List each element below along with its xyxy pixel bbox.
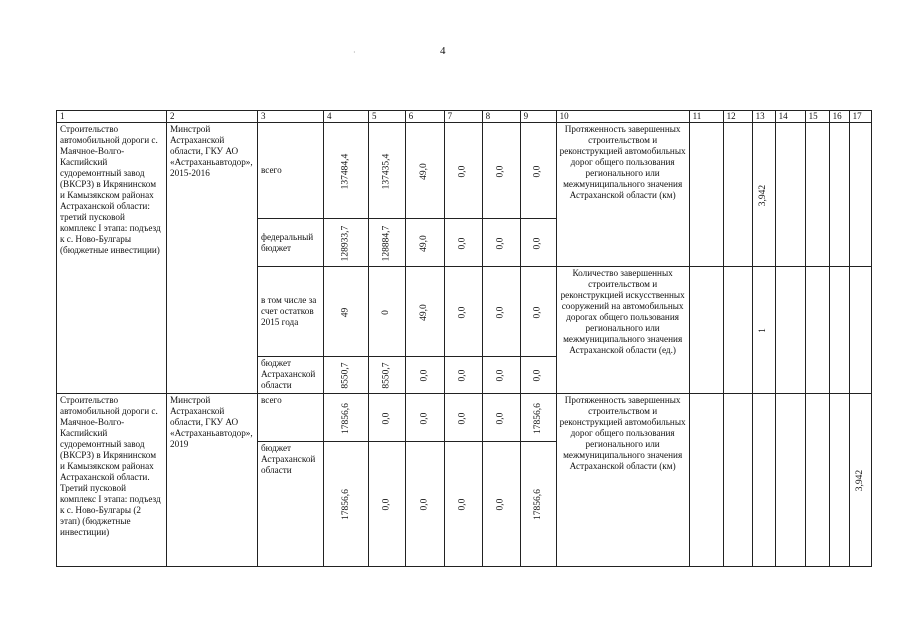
value-cell: 137484,4 <box>324 123 369 219</box>
value-cell: 0,0 <box>444 219 482 267</box>
col-header: 5 <box>369 111 406 123</box>
col-header: 16 <box>829 111 849 123</box>
value-cell: 0,0 <box>405 357 444 394</box>
value-cell: 0,0 <box>520 267 556 357</box>
empty-cell <box>723 123 752 267</box>
empty-cell <box>775 267 805 394</box>
col-header: 17 <box>849 111 871 123</box>
empty-cell <box>689 267 723 394</box>
value-cell: 0,0 <box>520 357 556 394</box>
empty-cell <box>689 394 723 567</box>
col-header: 15 <box>805 111 829 123</box>
object-name: Строительство автомобильной дороги с. Маячное-Волго-Каспийский судоремонтный завод (ВКСРЗ) в Икрянинском и Камызякском районах Астраханской области. Третий пусковой комплекс I этапа: подъезд к с. Ново-Булгары (2 этап) (бюджетные инвестиции) <box>57 394 167 567</box>
indicator-text: Количество завершенных строительством и реконструкцией искусственных сооружений на автомобильных дорогах общего пользования регионального или межмуниципального значения Астраханской области (ед.) <box>556 267 689 394</box>
value-cell: 0,0 <box>369 394 406 442</box>
indicator-value: 1 <box>752 267 775 394</box>
value-cell: 0,0 <box>482 219 520 267</box>
value-cell: 0,0 <box>482 357 520 394</box>
empty-cell <box>849 123 871 267</box>
empty-cell <box>805 267 829 394</box>
value-cell: 0,0 <box>444 394 482 442</box>
value-cell: 0,0 <box>482 442 520 567</box>
funding-source: в том числе за счет остатков 2015 года <box>258 267 324 357</box>
value-cell: 17856,6 <box>520 442 556 567</box>
value-cell: 0,0 <box>444 267 482 357</box>
funding-source: федеральный бюджет <box>258 219 324 267</box>
program-table <box>56 110 872 567</box>
value-cell: 0,0 <box>520 123 556 219</box>
empty-cell <box>849 267 871 394</box>
value-cell: 17856,6 <box>520 394 556 442</box>
col-header: 9 <box>520 111 556 123</box>
value-cell: 0,0 <box>444 442 482 567</box>
value-cell: 17856,6 <box>324 442 369 567</box>
empty-cell <box>752 394 775 567</box>
program-table-wrapper <box>56 110 872 567</box>
value-cell: 0,0 <box>369 442 406 567</box>
empty-cell <box>829 394 849 567</box>
value-cell: 0,0 <box>405 442 444 567</box>
funding-source: всего <box>258 123 324 219</box>
empty-cell <box>775 123 805 267</box>
funding-source: бюджет Астраханской области <box>258 442 324 567</box>
empty-cell <box>805 123 829 267</box>
scan-speck: · <box>353 48 356 57</box>
empty-cell <box>775 394 805 567</box>
col-header: 3 <box>258 111 324 123</box>
empty-cell <box>689 123 723 267</box>
table-row <box>57 123 872 219</box>
col-header: 2 <box>167 111 258 123</box>
value-cell: 0,0 <box>444 123 482 219</box>
value-cell: 8550,7 <box>324 357 369 394</box>
col-header: 8 <box>482 111 520 123</box>
col-header: 10 <box>556 111 689 123</box>
value-cell: 0,0 <box>482 267 520 357</box>
customer-and-period: Минстрой Астраханской области, ГКУ АО «Астраханьавтодор», 2015-2016 <box>167 123 258 394</box>
empty-cell <box>723 394 752 567</box>
value-cell: 0,0 <box>482 394 520 442</box>
funding-source: всего <box>258 394 324 442</box>
value-cell: 128884,7 <box>369 219 406 267</box>
empty-cell <box>723 267 752 394</box>
indicator-text: Протяженность завершенных строительством и реконструкцией автомобильных дорог общего пользования регионального или межмуниципального значения Астраханской области (км) <box>556 123 689 267</box>
col-header: 1 <box>57 111 167 123</box>
funding-source: бюджет Астраханской области <box>258 357 324 394</box>
value-cell: 137435,4 <box>369 123 406 219</box>
empty-cell <box>805 394 829 567</box>
page-number: 4 <box>440 45 446 57</box>
col-header: 14 <box>775 111 805 123</box>
value-cell: 17856,6 <box>324 394 369 442</box>
value-cell: 0 <box>369 267 406 357</box>
value-cell: 49,0 <box>405 123 444 219</box>
col-header: 4 <box>324 111 369 123</box>
value-cell: 0,0 <box>405 394 444 442</box>
table-row <box>57 394 872 442</box>
value-cell: 0,0 <box>482 123 520 219</box>
empty-cell <box>829 123 849 267</box>
value-cell: 0,0 <box>520 219 556 267</box>
indicator-text: Протяженность завершенных строительством и реконструкцией автомобильных дорог общего пользования регионального или межмуниципального значения Астраханской области (км) <box>556 394 689 567</box>
col-header: 6 <box>405 111 444 123</box>
col-header: 13 <box>752 111 775 123</box>
value-cell: 8550,7 <box>369 357 406 394</box>
value-cell: 0,0 <box>444 357 482 394</box>
indicator-value: 3,942 <box>752 123 775 267</box>
customer-and-period: Минстрой Астраханской области, ГКУ АО «Астраханьавтодор», 2019 <box>167 394 258 567</box>
value-cell: 49,0 <box>405 267 444 357</box>
value-cell: 128933,7 <box>324 219 369 267</box>
col-header: 12 <box>723 111 752 123</box>
value-cell: 49 <box>324 267 369 357</box>
col-header: 7 <box>444 111 482 123</box>
empty-cell <box>829 267 849 394</box>
object-name: Строительство автомобильной дороги с. Маячное-Волго-Каспийский судоремонтный завод (ВКСРЗ) в Икрянинском и Камызякском районах Астраханской области: третий пусковой комплекс I этапа: подъезд к с. Ново-Булгары (бюджетные инвестиции) <box>57 123 167 394</box>
value-cell: 49,0 <box>405 219 444 267</box>
col-header: 11 <box>689 111 723 123</box>
header-row <box>57 111 872 123</box>
indicator-value: 3,942 <box>849 394 871 567</box>
